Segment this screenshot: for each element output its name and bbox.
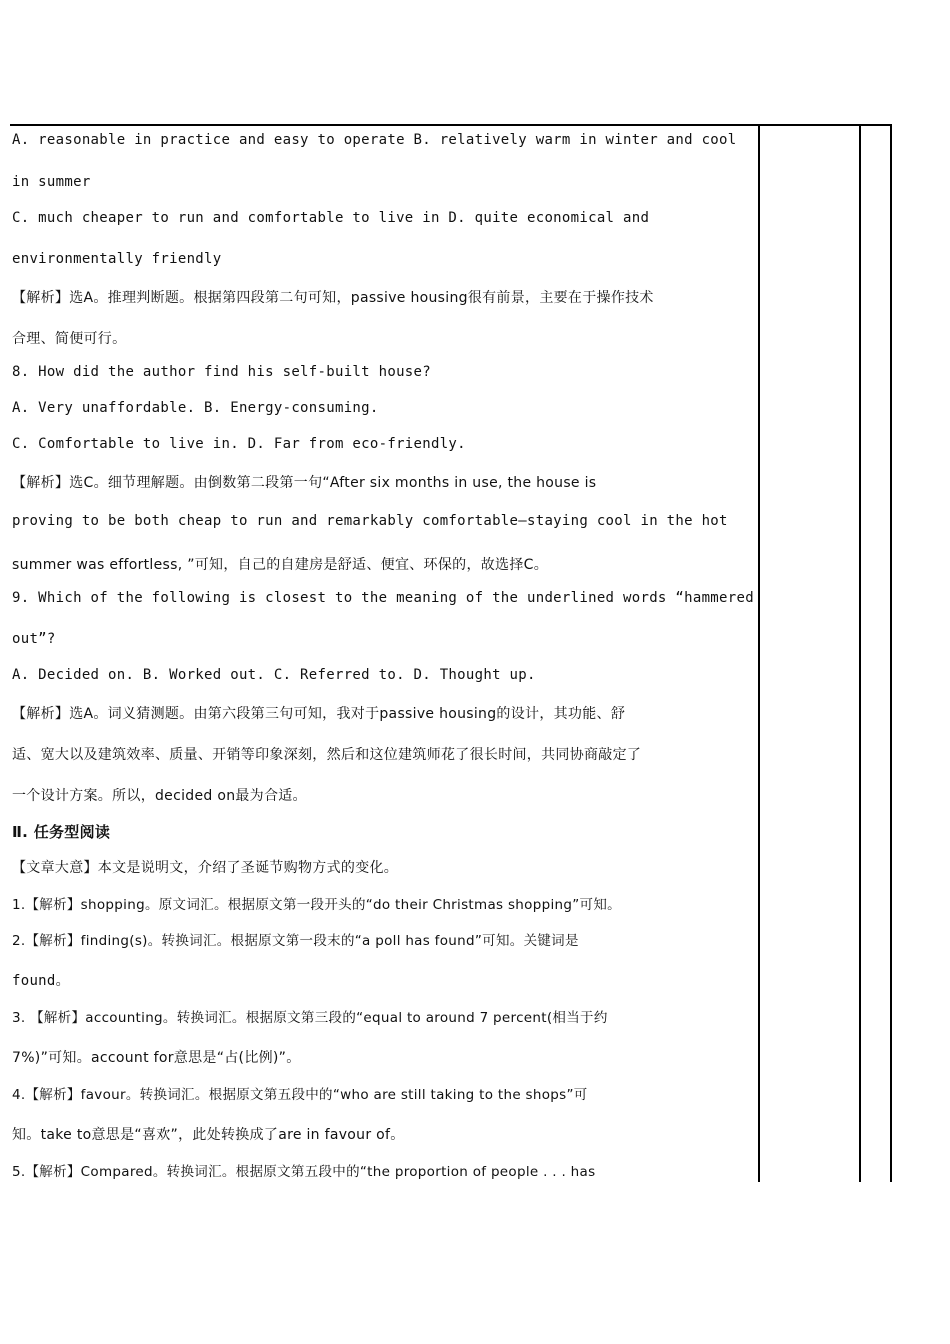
question-9-options: A. Decided on. B. Worked out. C. Referred to. D. Thought up.	[12, 667, 536, 683]
text-line: C. much cheaper to run and comfortable to live in D. quite economical and	[12, 210, 650, 226]
answer-2-cont: found。	[12, 973, 70, 989]
answer-2: 2.【解析】finding(s)。转换词汇。根据原文第一段末的“a poll has found”可知。关键词是	[12, 933, 579, 949]
explanation-line: 适、宽大以及建筑效率、质量、开销等印象深刻，然后和这位建筑师花了很长时间，共同协商敲定了	[12, 747, 642, 763]
answer-3: 3. 【解析】accounting。转换词汇。根据原文第三段的“equal to around 7 percent(相当于约	[12, 1010, 608, 1026]
table-right-border	[890, 124, 892, 1182]
question-8-options-ab: A. Very unaffordable. B. Energy-consuming.	[12, 400, 379, 416]
section-heading: Ⅱ. 任务型阅读	[12, 823, 111, 841]
text-line: environmentally friendly	[12, 251, 222, 267]
explanation-line: 合理、简便可行。	[12, 331, 127, 347]
explanation-line: 一个设计方案。所以，decided on最为合适。	[12, 788, 307, 804]
answer-4-cont: 知。take to意思是“喜欢”，此处转换成了are in favour of。	[12, 1127, 405, 1143]
answer-5: 5.【解析】Compared。转换词汇。根据原文第五段中的“the proportion of people . . . has	[12, 1164, 596, 1180]
answer-1: 1.【解析】shopping。原文词汇。根据原文第一段开头的“do their Christmas shopping”可知。	[12, 897, 621, 913]
explanation-line: 【解析】选C。细节理解题。由倒数第二段第一句“After six months in use, the house is	[12, 475, 597, 491]
question-9-cont: out”?	[12, 631, 56, 647]
question-8: 8. How did the author find his self-built house?	[12, 364, 431, 380]
article-summary: 【文章大意】本文是说明文，介绍了圣诞节购物方式的变化。	[12, 860, 399, 876]
explanation-line: 【解析】选A。推理判断题。根据第四段第二句可知，passive housing很有前景，主要在于操作技术	[12, 290, 654, 306]
table-column-divider-1	[758, 124, 760, 1182]
text-line: A. reasonable in practice and easy to operate B. relatively warm in winter and cool	[12, 132, 737, 148]
answer-4: 4.【解析】favour。转换词汇。根据原文第五段中的“who are still taking to the shops”可	[12, 1087, 588, 1103]
question-9: 9. Which of the following is closest to the meaning of the underlined words “hammered	[12, 590, 754, 606]
answer-key-text	[12, 126, 758, 1182]
text-line: in summer	[12, 174, 91, 190]
question-8-options-cd: C. Comfortable to live in. D. Far from eco-friendly.	[12, 436, 466, 452]
answer-3-cont: 7%)”可知。account for意思是“占(比例)”。	[12, 1050, 301, 1066]
explanation-line: summer was effortless, ”可知，自己的自建房是舒适、便宜、环保的，故选择C。	[12, 557, 549, 573]
explanation-line: 【解析】选A。词义猜测题。由第六段第三句可知，我对于passive housing的设计，其功能、舒	[12, 706, 626, 722]
table-column-divider-2	[859, 124, 861, 1182]
explanation-line: proving to be both cheap to run and remarkably comfortable—staying cool in the hot	[12, 513, 728, 529]
